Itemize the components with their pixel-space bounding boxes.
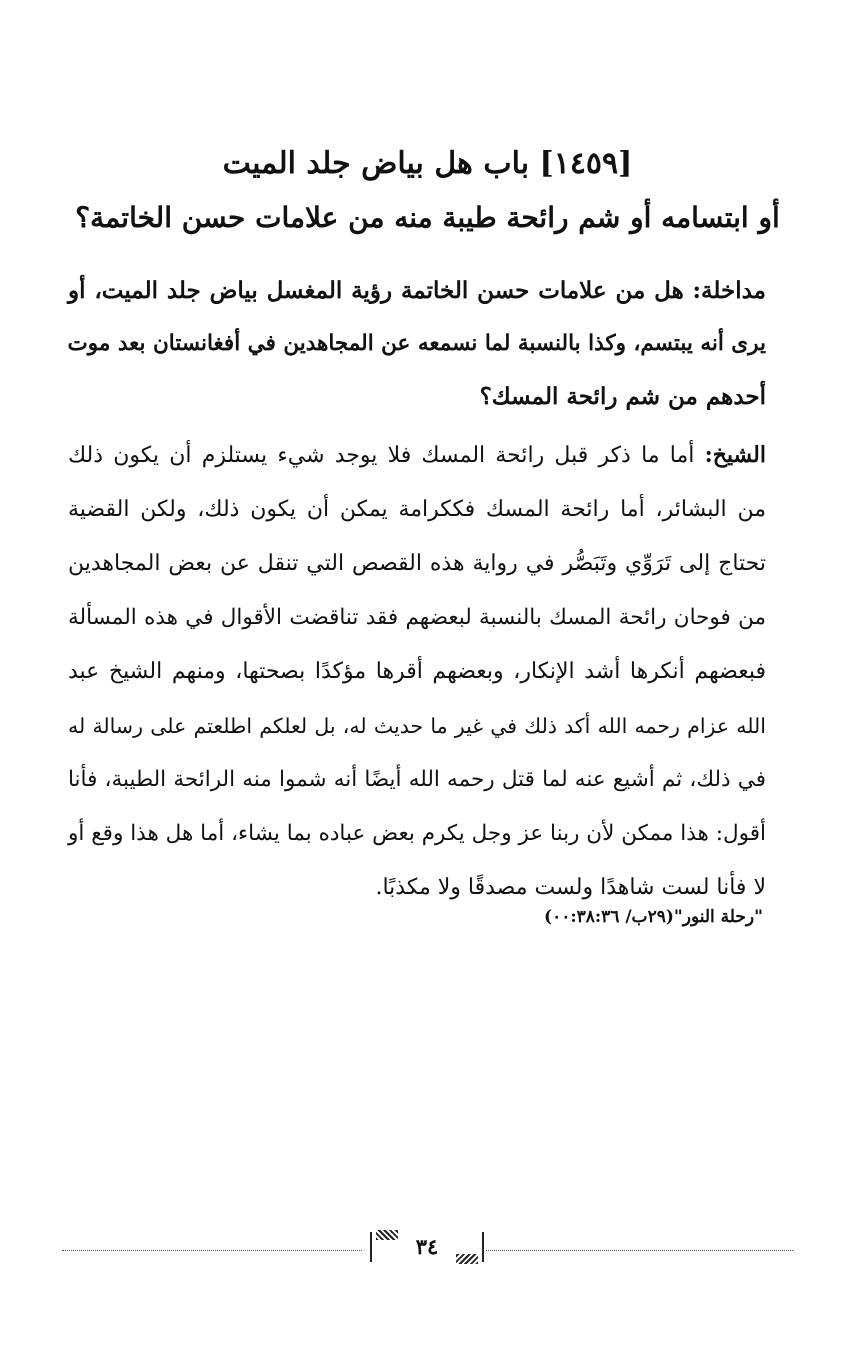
answer-line: فبعضهم أنكرها أشد الإنكار، وبعضهم أقرها مؤكدًا بصحتها، ومنهم الشيخ عبد [68, 659, 766, 684]
answer-line: لا فأنا لست شاهدًا ولست مصدقًا ولا مكذبًا. [375, 875, 766, 900]
answer-line: أقول: هذا ممكن لأن ربنا عز وجل يكرم بعض عباده بما يشاء، أما هل هذا وقع أو [68, 821, 766, 846]
answer-line: الله عزام رحمه الله أكد ذلك في غير ما حديث له، بل لعلكم اطلعتم على رسالة له [68, 714, 766, 738]
chapter-title: [١٤٥٩] باب هل بياض جلد الميت [222, 146, 633, 181]
answer-paragraph [68, 428, 766, 915]
page-number-frame [370, 1232, 484, 1262]
answer-line: في ذلك، ثم أشيع عنه لما قتل رحمه الله أيضًا أنه شموا منه الرائحة الطيبة، فأنا [68, 767, 766, 792]
answer-line: من فوحان رائحة المسك بالنسبة لبعضهم فقد تناقضت الأقوال في هذه المسألة [68, 605, 766, 630]
answer-line-text: أما ما ذكر قبل رائحة المسك فلا يوجد شيء يستلزم أن يكون ذلك [68, 443, 705, 468]
question-paragraph [68, 264, 766, 423]
footer-rule-left [62, 1250, 362, 1251]
chapter-subtitle: أو ابتسامه أو شم رائحة طيبة منه من علامات حسن الخاتمة؟ [75, 201, 780, 234]
answer-line [68, 428, 766, 483]
question-line: يرى أنه يبتسم، وكذا بالنسبة لما نسمعه عن المجاهدين في أفغانستان بعد موت [67, 331, 766, 356]
answer-line: تحتاج إلى تَرَوِّي وتَبَصُّر في رواية هذه القصص التي تنقل عن بعض المجاهدين [68, 551, 766, 576]
speaker-label: الشيخ: [704, 442, 766, 468]
question-line: أحدهم من شم رائحة المسك؟ [479, 383, 766, 410]
question-line: مداخلة: هل من علامات حسن الخاتمة رؤية المغسل بياض جلد الميت، أو [68, 277, 766, 304]
answer-line: من البشائر، أما رائحة المسك فككرامة يمكن أن يكون ذلك، ولكن القضية [68, 497, 766, 522]
footer-rule-right [486, 1250, 793, 1251]
page-number: ٣٤ [415, 1234, 439, 1259]
page-footer [62, 1232, 793, 1262]
source-citation: "رحلة النور"(٢٩ب/ ٠٠:٣٨:٣٦) [544, 907, 763, 927]
